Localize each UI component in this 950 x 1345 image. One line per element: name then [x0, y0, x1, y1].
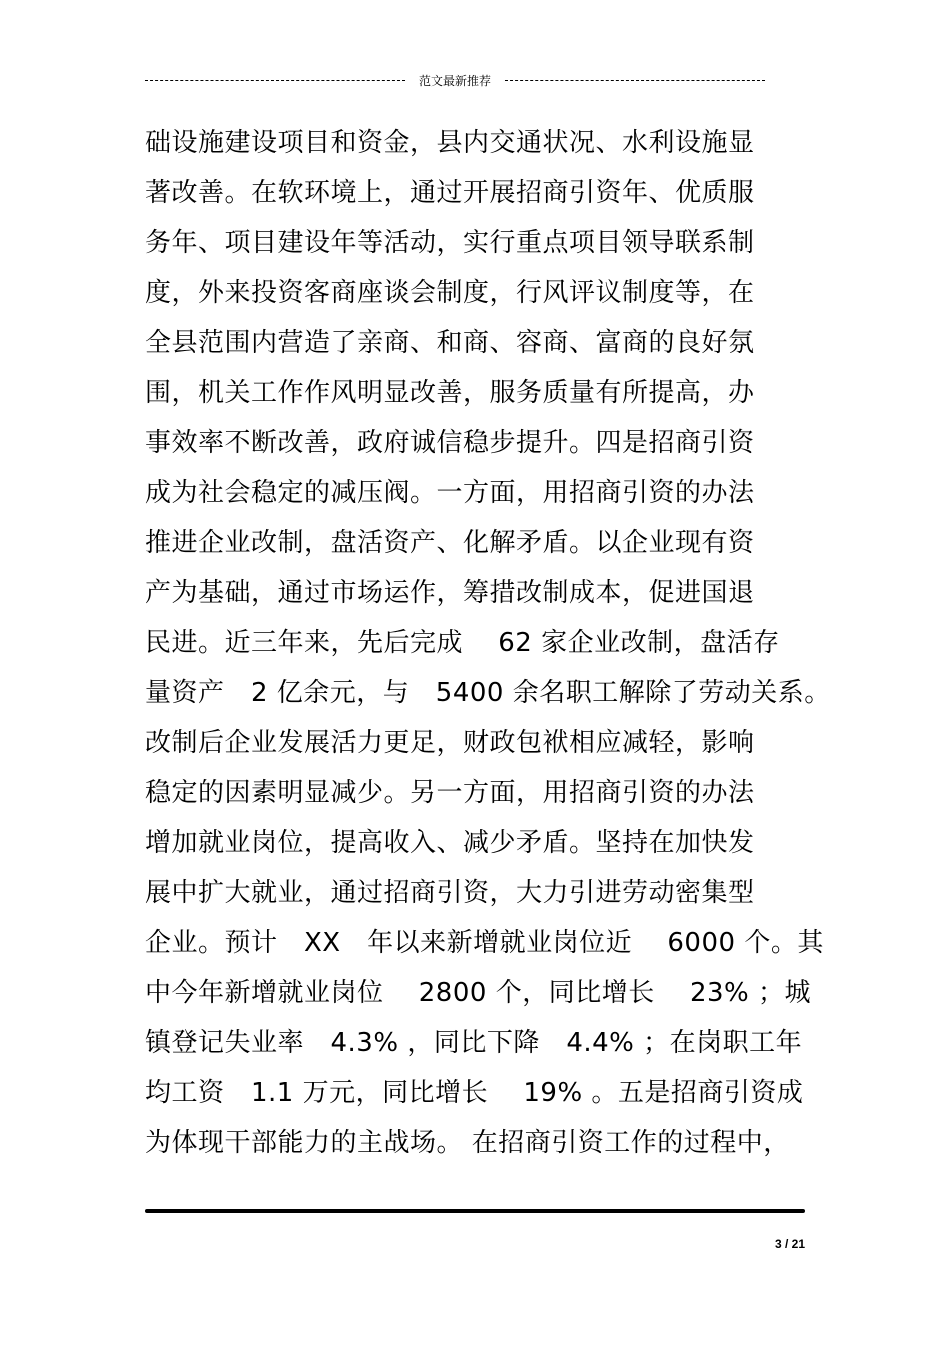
page-header	[145, 70, 765, 90]
text-line: 改制后企业发展活力更足，财政包袱相应减轻，影响	[145, 728, 755, 758]
text-line: 量资产 2 亿余元，与 5400 余名职工解除了劳动关系。	[145, 678, 831, 708]
text-line: 围，机关工作作风明显改善，服务质量有所提高，办	[145, 378, 755, 408]
text-line: 著改善。在软环境上，通过开展招商引资年、优质服	[145, 178, 755, 208]
text-line: 为体现干部能力的主战场。 在招商引资工作的过程中，	[145, 1128, 790, 1158]
text-line: 成为社会稳定的减压阀。一方面，用招商引资的办法	[145, 478, 755, 508]
body-text	[145, 118, 831, 1168]
page-number: 3 / 21	[774, 1237, 805, 1251]
text-line: 民进。近三年来，先后完成 62 家企业改制，盘活存	[145, 628, 780, 658]
text-line: 稳定的因素明显减少。另一方面，用招商引资的办法	[145, 778, 755, 808]
text-line: 镇登记失业率 4.3% ，同比下降 4.4% ；在岗职工年	[145, 1028, 803, 1058]
text-line: 中今年新增就业岗位 2800 个，同比增长 23% ；城	[145, 978, 812, 1008]
header-title: 范文最新推荐	[419, 73, 492, 88]
text-line: 务年、项目建设年等活动，实行重点项目领导联系制	[145, 228, 755, 258]
footer-rule	[145, 1209, 805, 1213]
text-line: 增加就业岗位，提高收入、减少矛盾。坚持在加快发	[145, 828, 755, 858]
text-line: 事效率不断改善，政府诚信稳步提升。四是招商引资	[145, 428, 755, 458]
text-line: 全县范围内营造了亲商、和商、容商、富商的良好氛	[145, 328, 755, 358]
header-left-rule	[145, 80, 405, 81]
text-line: 础设施建设项目和资金，县内交通状况、水利设施显	[145, 128, 755, 158]
text-line: 企业。预计 XX 年以来新增就业岗位近 6000 个。其	[145, 928, 824, 958]
text-line: 度，外来投资客商座谈会制度，行风评议制度等，在	[145, 278, 755, 308]
text-line: 产为基础，通过市场运作，筹措改制成本，促进国退	[145, 578, 755, 608]
text-line: 展中扩大就业，通过招商引资，大力引进劳动密集型	[145, 878, 755, 908]
text-line: 均工资 1.1 万元，同比增长 19% 。五是招商引资成	[145, 1078, 804, 1108]
header-right-rule	[505, 80, 765, 81]
text-line: 推进企业改制，盘活资产、化解矛盾。以企业现有资	[145, 528, 755, 558]
